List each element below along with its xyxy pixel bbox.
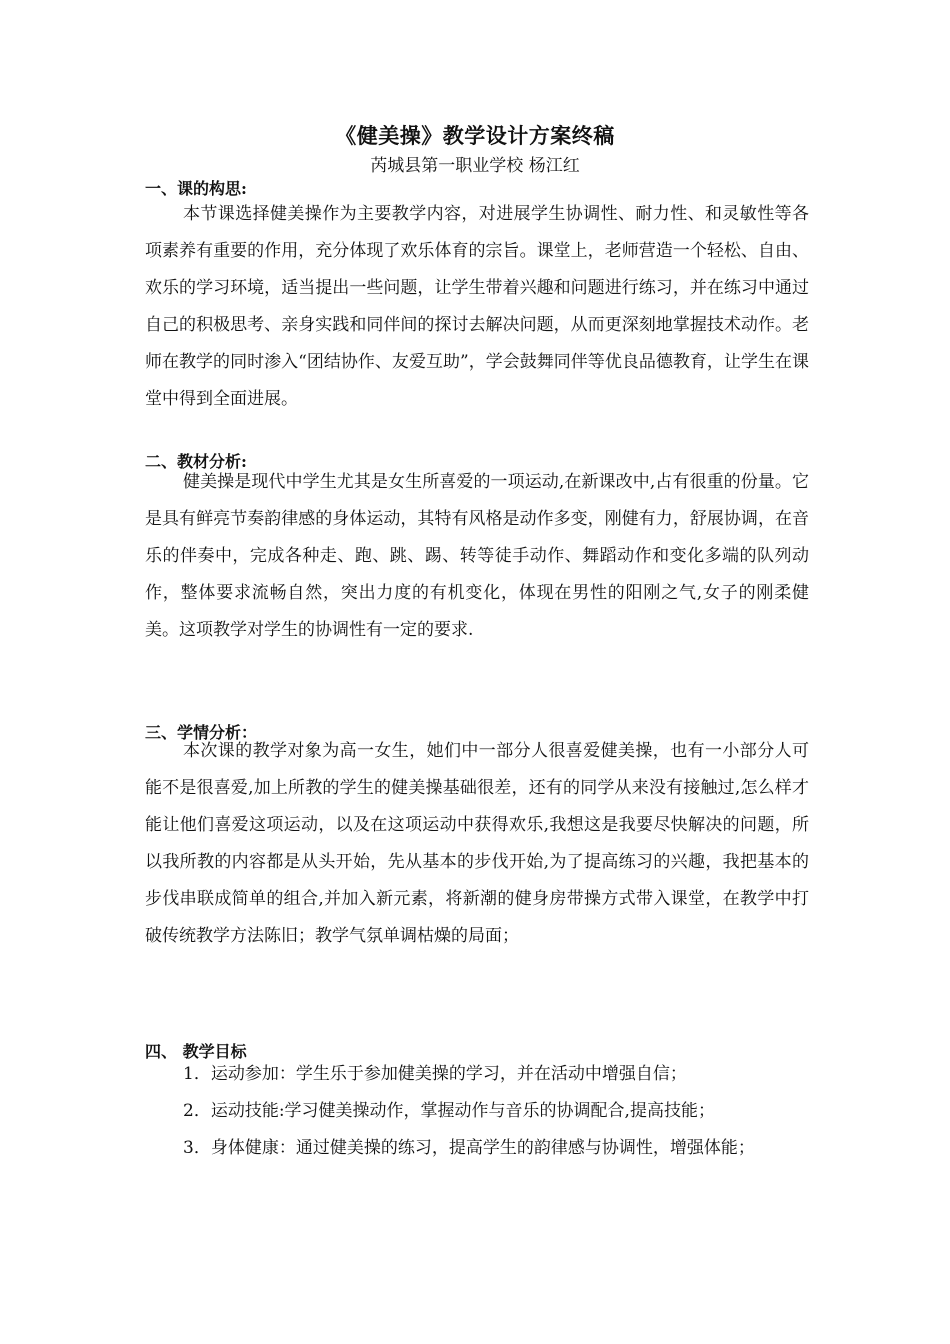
document-author: 芮城县第一职业学校 杨江红 <box>370 156 580 176</box>
document-title: 《健美操》教学设计方案终稿 <box>335 123 615 148</box>
section-paragraph-concept: 本节课选择健美操作为主要教学内容，对进展学生协调性、耐力性、和灵敏性等各项素养有重要的作用，充分体现了欢乐体育的宗旨。课堂上，老师营造一个轻松、自由、欢乐的学习环境，适当提出一些问题，让学生带着兴趣和问题进行练习，并在练习中通过自己的积极思考、亲身实践和同伴间的探讨去解决问题，从而更深刻地掌握技术动作。老师在教学的同时渗入“团结协作、友爱互助”，学会鼓舞同伴等优良品德教育，让学生在课堂中得到全面进展。 <box>145 204 809 409</box>
section-heading-students: 三、学情分析： <box>145 723 258 742</box>
section-heading-goals: 四、 教学目标 <box>145 1042 247 1061</box>
goal-item: 1．运动参加：学生乐于参加健美操的学习，并在活动中增强自信； <box>183 1064 687 1084</box>
section-paragraph-students: 本次课的教学对象为高一女生，她们中一部分人很喜爱健美操，也有一小部分人可能不是很喜爱,加上所教的学生的健美操基础很差，还有的同学从来没有接触过,怎么样才能让他们喜爱这项运动，以及在这项运动中获得欢乐,我想这是我要尽快解决的问题，所以我所教的内容都是从头开始，先从基本的步伐开始,为了提高练习的兴趣，我把基本的步伐串联成简单的组合,并加入新元素，将新潮的健身房带操方式带入课堂，在教学中打破传统教学方法陈旧；教学气氛单调枯燥的局面； <box>145 741 809 946</box>
section-paragraph-materials: 健美操是现代中学生尤其是女生所喜爱的一项运动,在新课改中,占有很重的份量。它是具有鲜亮节奏韵律感的身体运动，其特有风格是动作多变，刚健有力，舒展协调，在音乐的伴奏中，完成各种走、跑、跳、踢、转等徒手动作、舞蹈动作和变化多端的队列动作，整体要求流畅自然，突出力度的有机变化，体现在男性的阳刚之气,女子的刚柔健美。这项教学对学生的协调性有一定的要求. <box>145 472 809 640</box>
section-heading-concept: 一、课的构思: <box>145 179 247 198</box>
goal-item: 2．运动技能:学习健美操动作，掌握动作与音乐的协调配合,提高技能； <box>183 1101 715 1121</box>
section-heading-materials: 二、教材分析: <box>145 452 247 471</box>
goal-item: 3．身体健康：通过健美操的练习，提高学生的韵律感与协调性，增强体能； <box>183 1138 755 1158</box>
